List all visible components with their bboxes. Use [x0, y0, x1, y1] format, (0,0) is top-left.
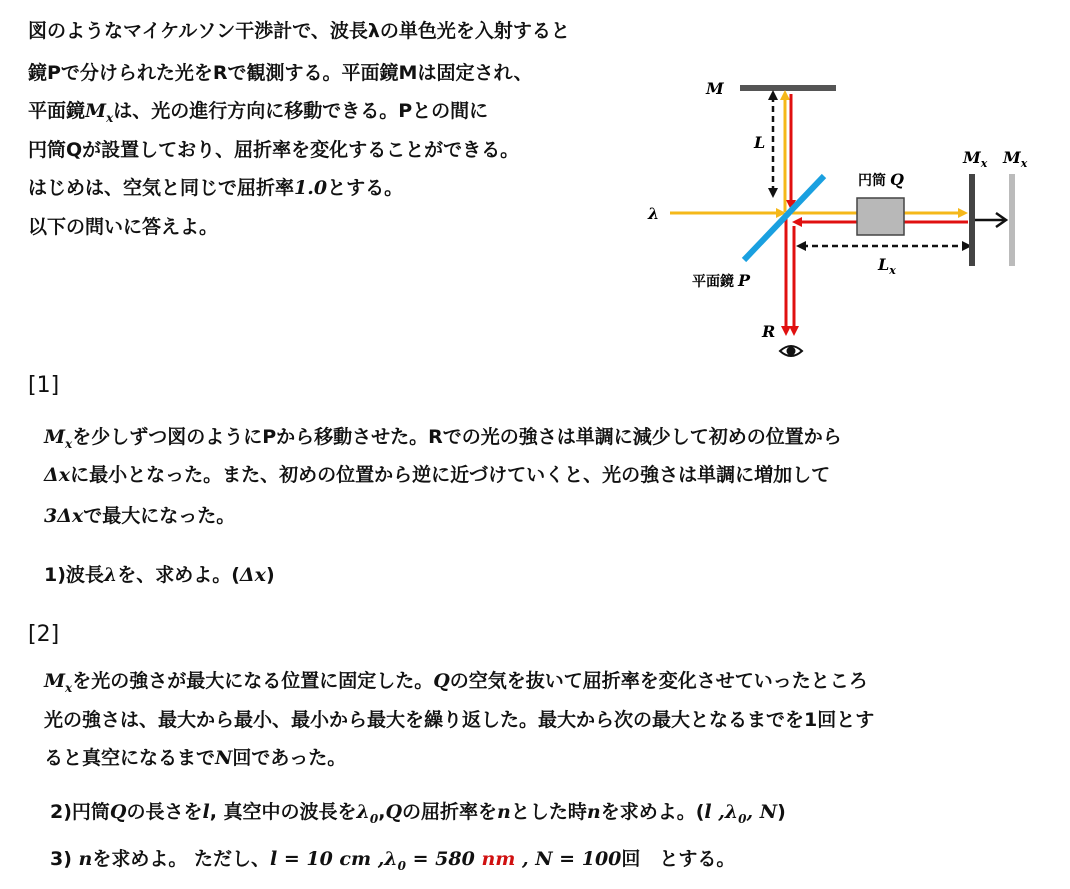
- intro-line-3: 平面鏡$M_x$は、光の進行方向に移動できる。Pとの間に: [28, 100, 489, 125]
- label-m: M: [706, 79, 724, 98]
- section-1-line-2: Δxに最小となった。また、初めの位置から逆に近づけていくと、光の強さは単調に増加して: [44, 464, 831, 486]
- intro-line-1: 図のようなマイケルソン干渉計で、波長λの単色光を入射すると: [28, 20, 570, 42]
- intro-line-6: 以下の問いに答えよ。: [28, 216, 219, 238]
- section-2-line-1: $M_x$を光の強さが最大になる位置に固定した。Qの空気を抜いて屈折率を変化させていったところ: [44, 670, 868, 695]
- intro-line-5: はじめは、空気と同じで屈折率1.0とする。: [28, 177, 404, 199]
- intro-line-2: 鏡Pで分けられた光をRで観測する。平面鏡Mは固定され、: [28, 62, 533, 84]
- label-cylinder: 円筒 Q: [858, 170, 904, 189]
- section-2-heading: [2]: [28, 622, 60, 647]
- label-mx-moved: $M_x$: [1003, 148, 1028, 170]
- label-l: L: [754, 133, 766, 152]
- section-1-line-1: $M_x$を少しずつ図のようにPから移動させた。Rでの光の強さは単調に減少して初めの位置から: [44, 426, 842, 451]
- question-2: 2)円筒Qの長さをl, 真空中の波長を$\lambda_0,Q$の屈折率をnとした時nを求めよ。(l $,\lambda_0$, N): [50, 801, 786, 826]
- question-1: 1)波長λを、求めよ。(Δx): [44, 564, 275, 586]
- label-lx: $L_x$: [878, 255, 896, 277]
- section-1-line-3: 3Δxで最大になった。: [44, 505, 236, 527]
- label-half-mirror: 平面鏡 P: [692, 271, 751, 290]
- section-2-line-3: ると真空になるまでN回であった。: [44, 747, 347, 769]
- interferometer-diagram: [0, 0, 1070, 370]
- eye-icon: [780, 346, 802, 356]
- intro-line-4: 円筒Qが設置しており、屈折率を変化することができる。: [28, 139, 520, 161]
- section-2-line-2: 光の強さは、最大から最小、最小から最大を繰り返した。最大から次の最大となるまでを1回とす: [44, 709, 875, 731]
- question-3: 3) nを求めよ。 ただし、l = 10 cm $,\lambda_0 = 580$ nm , N = 100回 とする。: [50, 848, 736, 873]
- distance-l-arrow-top: [768, 90, 778, 100]
- label-mx: $M_x$: [963, 148, 988, 170]
- label-r: R: [762, 322, 776, 341]
- label-lambda: λ: [648, 204, 660, 223]
- cylinder-q: [857, 198, 904, 235]
- distance-l-arrow-bottom: [768, 188, 778, 198]
- section-1-heading: [1]: [28, 373, 60, 398]
